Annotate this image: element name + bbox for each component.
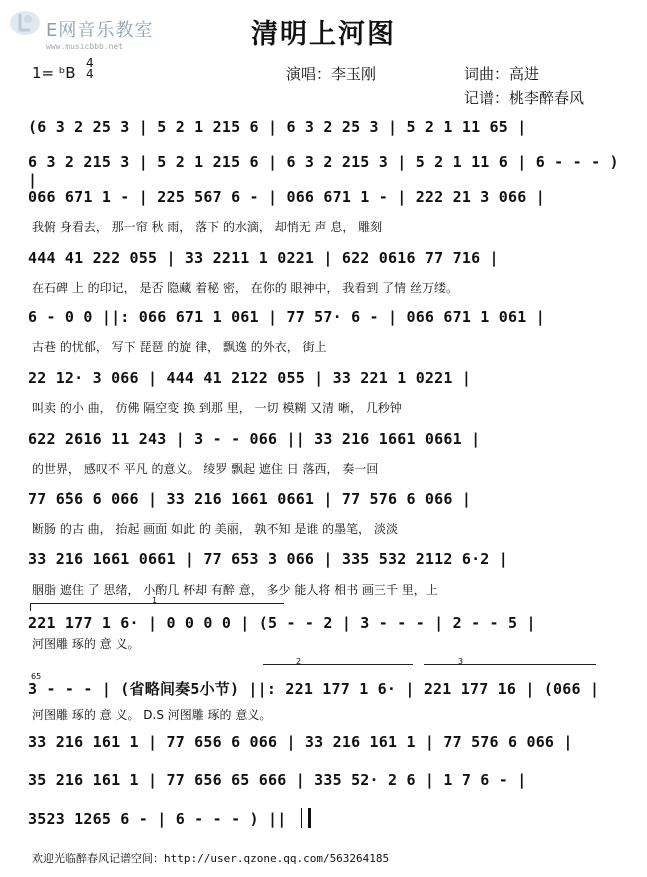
lyric-line-6: 断肠 的古 曲， 抬起 画面 如此 的 美丽， 孰不知 是谁 的墨笔， 淡淡 [32, 522, 398, 536]
final-barline [301, 808, 311, 828]
site-url: www.musicbbb.net [46, 42, 124, 51]
score-line-2: 6 3 2 215 3 | 5 2 1 215 6 | 6 3 2 215 3 | 5 2 1 11 6 | 6 - - - ) | [28, 153, 619, 189]
singer: 演唱：李玉刚 [286, 65, 377, 83]
score-line-11: 3 - - - | (省略间奏5小节) ||: 221 177 1 6· | 221 177 16 | (066 | [28, 680, 600, 698]
lyric-line-9: 河图雕 琢的 意 义。 D.S 河图雕 琢的 意义。 [32, 708, 272, 722]
composer: 词曲：高进 [464, 65, 540, 83]
grace-note: 65 [31, 672, 42, 681]
lyric-line-4: 叫卖 的小 曲， 仿佛 隔空变 换 到那 里， 一切 模糊 又清 晰， 几秒钟 [32, 401, 402, 415]
score-line-1: (6 3 2 25 3 | 5 2 1 215 6 | 6 3 2 25 3 | 5 2 1 11 65 | [28, 118, 527, 136]
volta-2-number: 2 [296, 657, 302, 666]
song-title: 清明上河图 [251, 19, 396, 50]
key-signature: 1= ᵇB [32, 64, 76, 82]
lyric-line-7: 胭脂 遮住 了 思绪， 小酌几 杯却 有醉 意， 多少 能人将 相书 画三千 里，上 [32, 583, 438, 597]
score-line-14: 3523 1265 6 - | 6 - - - ) || [28, 810, 287, 828]
meter-bottom: 4 [86, 67, 94, 81]
score-line-4: 444 41 222 055 | 33 2211 1 0221 | 622 0616 77 716 | [28, 249, 499, 267]
site-name: E网音乐教室 [46, 20, 154, 41]
lyric-line-2: 在石碑 上 的印记， 是否 隐藏 着秘 密， 在你的 眼神中， 我看到 了情 丝万缕。 [32, 281, 458, 295]
score-line-13: 35 216 161 1 | 77 656 65 666 | 335 52· 2 6 | 1 7 6 - | [28, 771, 527, 789]
score-line-12: 33 216 161 1 | 77 656 6 066 | 33 216 161 1 | 77 576 6 066 | [28, 733, 573, 751]
transcriber: 记谱：桃李醉春风 [464, 89, 585, 107]
score-line-7: 622 2616 11 243 | 3 - - 066 || 33 216 1661 0661 | [28, 430, 481, 448]
volta-1-left [30, 603, 31, 611]
score-line-3: 066 671 1 - | 225 567 6 - | 066 671 1 - | 222 21 3 066 | [28, 188, 545, 206]
lyric-line-5: 的世界， 感叹不 平凡 的意义。 绫罗 飘起 遮住 日 落西， 奏一回 [32, 462, 379, 476]
lyric-line-1: 我俯 身看去， 那一帘 秋 雨， 落下 的水滴， 却悄无 声 息， 雕刻 [32, 220, 383, 234]
volta-2-bracket [263, 664, 413, 665]
lyric-line-3: 古巷 的忧郁， 写下 琵琶 的旋 律， 飘逸 的外衣， 街上 [32, 340, 327, 354]
volta-3-number: 3 [458, 657, 464, 666]
score-line-10: 221 177 1 6· | 0 0 0 0 | (5 - - 2 | 3 - - - | 2 - - 5 | [28, 614, 536, 632]
time-signature [86, 58, 94, 80]
score-line-6: 22 12· 3 066 | 444 41 2122 055 | 33 221 1 0221 | [28, 369, 472, 387]
score-line-5: 6 - 0 0 ||: 066 671 1 061 | 77 57· 6 - | 066 671 1 061 | [28, 308, 545, 326]
meter-top: 4 [86, 56, 94, 70]
lyric-line-8: 河图雕 琢的 意 义。 [32, 637, 140, 651]
volta-3-bracket [424, 664, 596, 665]
score-line-8: 77 6̇56 6 066 | 33 216 1661 0661 | 77 576 6 066 | [28, 490, 472, 508]
footer-credit: 欢迎光临醉春风记谱空间：http://user.qzone.qq.com/563264185 [32, 852, 390, 865]
volta-1-number: 1 [152, 596, 158, 605]
score-line-9: 33 216 1661 0661 | 77 653 3 066 | 335 532 2112 6·2 | [28, 550, 508, 568]
